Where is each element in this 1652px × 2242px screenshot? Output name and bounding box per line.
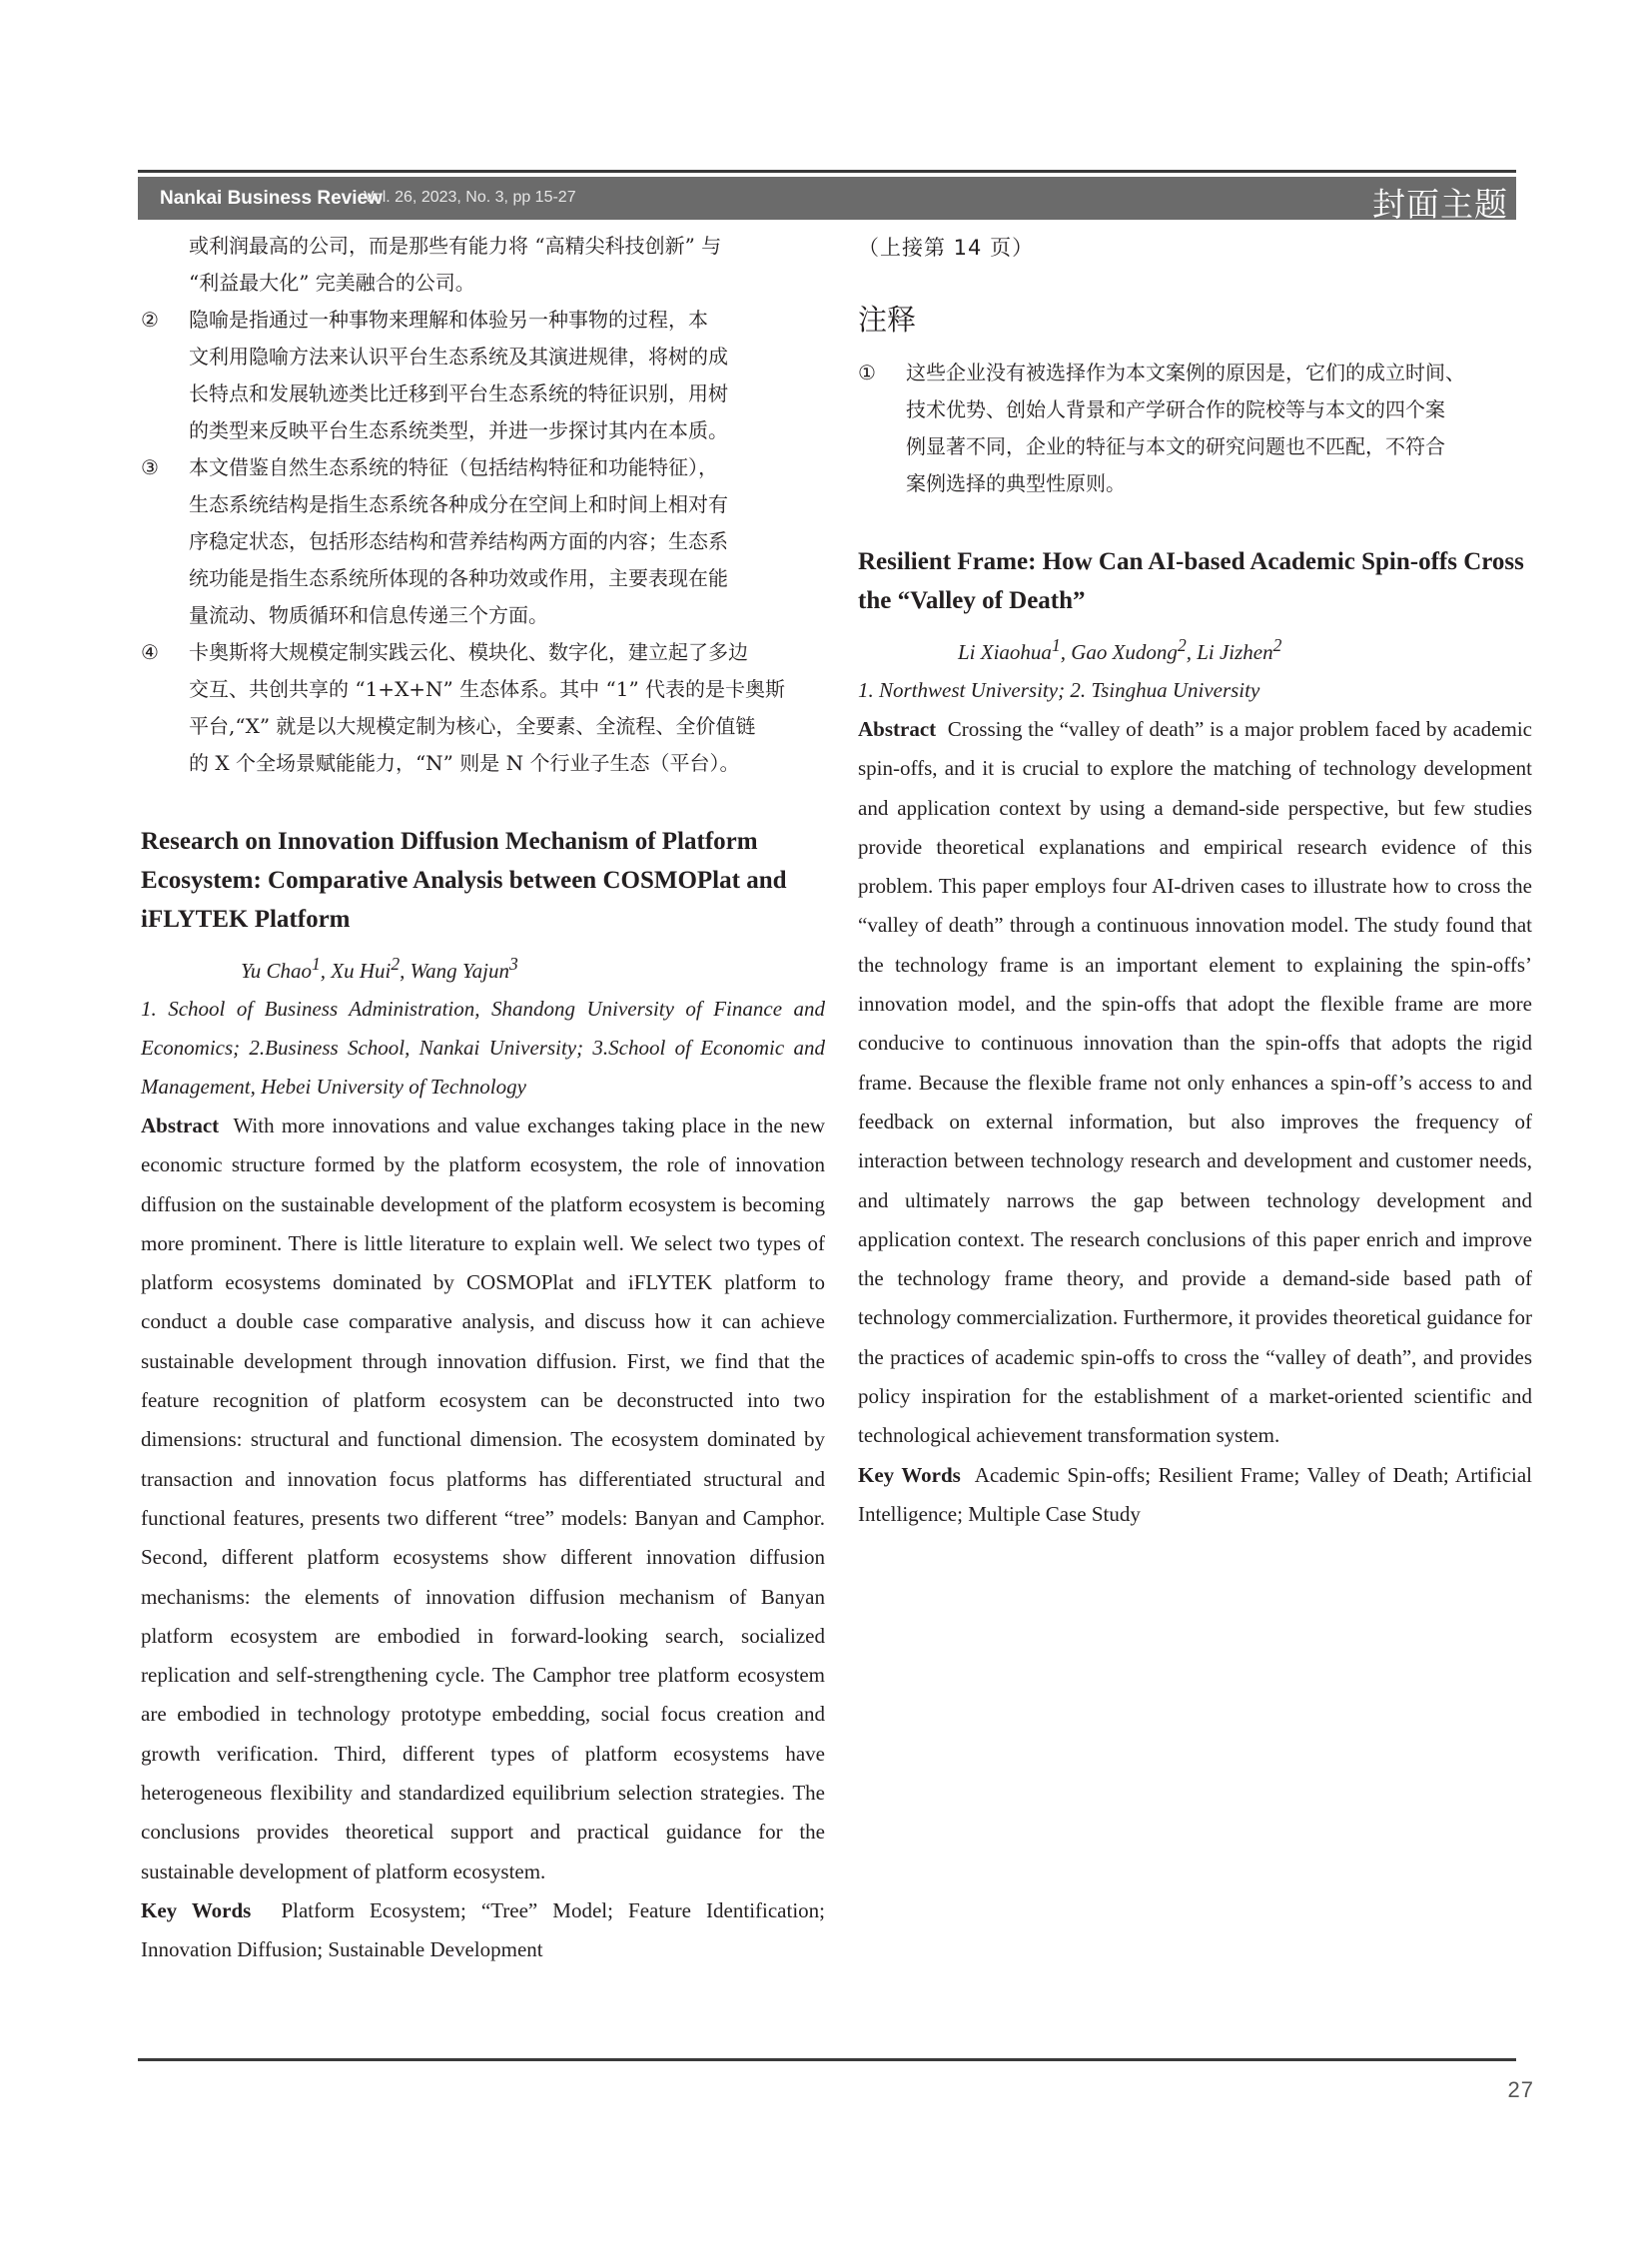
note-line: “利益最大化” 完美融合的公司。 <box>189 271 475 295</box>
note-line: 文利用隐喻方法来认识平台生态系统及其演进规律，将树的成 <box>189 345 728 369</box>
note-line: 生态系统结构是指生态系统各种成分在空间上和时间上相对有 <box>189 492 728 516</box>
note-line: 隐喻是指通过一种事物来理解和体验另一种事物的过程，本 <box>189 308 708 332</box>
notes-heading: 注释 <box>858 303 917 337</box>
author-sup: 1 <box>312 954 321 974</box>
keywords-label: Key Words <box>141 1897 252 1922</box>
note-continuation <box>141 228 825 302</box>
continued-from: （上接第 14 页） <box>858 236 1035 260</box>
article-affiliations: 1. School of Business Administration, Shandong University of Finance and Economics; 2.Business School, Nankai University; 3.School of Economic and Management, Hebei University of Technology <box>141 997 825 1099</box>
footnote-2 <box>141 302 825 449</box>
left-column <box>141 228 825 1970</box>
note-line: 统功能是指生态系统所体现的各种功效或作用，主要表现在能 <box>189 566 728 590</box>
keywords-text: Platform Ecosystem; “Tree” Model; Feature Identification; Innovation Diffusion; Sustainable Development <box>141 1897 826 1962</box>
note-line: 量流动、物质循环和信息传递三个方面。 <box>189 603 548 627</box>
section-title: 封面主题 <box>1372 185 1508 224</box>
note-line: 的 X 个全场景赋能能力，“N” 则是 N 个行业子生态（平台）。 <box>189 751 740 775</box>
article-title: Resilient Frame: How Can AI-based Academic Spin-offs Cross the “Valley of Death” <box>858 548 1524 614</box>
author-name: Gao Xudong <box>1071 640 1178 664</box>
article-keywords <box>858 1456 1532 1535</box>
article-authors: Yu Chao$^1$, Xu Hui$^2$, Wang Yajun$^3$ <box>241 954 518 983</box>
note-line: 例显著不同，企业的特征与本文的研究问题也不匹配，不符合 <box>906 434 1445 458</box>
page-number: 27 <box>1507 2077 1534 2102</box>
abstract-label: Abstract <box>141 1114 220 1137</box>
keywords-label: Key Words <box>858 1462 961 1487</box>
author-name: Li Xiaohua <box>958 640 1052 664</box>
footnote-number: ② <box>141 308 159 332</box>
note-line: 案例选择的典型性原则。 <box>906 471 1126 495</box>
article-abstract <box>141 1107 825 1891</box>
note-line: 本文借鉴自然生态系统的特征（包括结构特征和功能特征）， <box>189 455 718 479</box>
right-column <box>858 228 1532 1534</box>
footnote-3 <box>141 449 825 634</box>
note-line: 卡奥斯将大规模定制实践云化、模块化、数字化，建立起了多边 <box>189 640 748 664</box>
abstract-label: Abstract <box>858 717 937 741</box>
journal-name: Nankai Business Review <box>160 188 383 209</box>
footnote-number: ④ <box>141 640 159 664</box>
article-abstract <box>858 710 1532 1456</box>
note-line: 这些企业没有被选择作为本文案例的原因是，它们的成立时间、 <box>906 361 1465 384</box>
bottom-rule <box>138 2058 1516 2061</box>
volume-info: Vol. 26, 2023, No. 3, pp 15-27 <box>364 189 576 206</box>
article-keywords <box>141 1891 825 1970</box>
footnote-number: ③ <box>141 455 159 479</box>
running-header <box>138 177 1516 224</box>
author-name: Xu Hui <box>331 959 392 983</box>
author-sup: 3 <box>509 954 518 974</box>
author-sup: 2 <box>1272 635 1282 655</box>
footnote-4 <box>141 634 825 782</box>
footnote-1 <box>858 355 1532 502</box>
author-sup: 2 <box>391 954 401 974</box>
note-line: 技术优势、创始人背景和产学研合作的院校等与本文的四个案 <box>906 397 1445 421</box>
abstract-text: Crossing the “valley of death” is a major problem faced by academic spin-offs, and it is crucial to explore the matching of technology development and application context by using a demand-side perspective, but few studies provide theoretical explanations and empirical research evidence of this problem. This paper employs four AI-driven cases to illustrate how to cross the “valley of death” through a continuous innovation model. The study found that the technology frame is an important element to explaining the spin-offs’ innovation model, and the spin-offs that adopt the flexible frame are more conducive to continuous innovation than the spin-offs that adopts the rigid frame. Because the flexible frame not only enhances a spin-off’s access to and feedback on external information, but also improves the frequency of interaction between technology research and development and customer needs, and ultimately narrows the gap between technology development and application context. The research conclusions of this paper enrich and improve the technology frame theory, and provide a demand-side based path of technology commercialization. Furthermore, it provides theoretical guidance for the practices of academic spin-offs to cross the “valley of death”, and provides policy inspiration for the establishment of a market-oriented scientific and technological achievement transformation system. <box>858 717 1532 1448</box>
keywords-text: Academic Spin-offs; Resilient Frame; Valley of Death; Artificial Intelligence; Multiple Case Study <box>858 1462 1533 1526</box>
footnote-number: ① <box>858 361 876 384</box>
article-authors: Li Xiaohua$^1$, Gao Xudong$^2$, Li Jizhen$^2$ <box>958 635 1282 664</box>
article-title: Research on Innovation Diffusion Mechanism of Platform Ecosystem: Comparative Analysis between COSMOPlat and iFLYTEK Platform <box>141 828 787 933</box>
note-line: 序稳定状态，包括形态结构和营养结构两方面的内容；生态系 <box>189 529 728 553</box>
author-name: Yu Chao <box>241 959 313 983</box>
author-name: Wang Yajun <box>410 959 509 983</box>
author-name: Li Jizhen <box>1197 640 1273 664</box>
note-line: 平台,“X” 就是以大规模定制为核心，全要素、全流程、全价值链 <box>189 714 756 738</box>
author-sup: 2 <box>1177 635 1187 655</box>
note-line: 或利润最高的公司，而是那些有能力将 “高精尖科技创新” 与 <box>189 234 722 258</box>
note-line: 长特点和发展轨迹类比迁移到平台生态系统的特征识别，用树 <box>189 381 728 405</box>
top-rule <box>138 170 1516 173</box>
abstract-text: With more innovations and value exchanges taking place in the new economic structure formed by the platform ecosystem, the role of innovation diffusion on the sustainable development of the platform ecosystem is becoming more prominent. There is little literature to explain well. We select two types of platform ecosystems dominated by COSMOPlat and iFLYTEK platform to conduct a double case comparative analysis, and discuss how it can achieve sustainable development through innovation diffusion. First, we find that the feature recognition of platform ecosystem can be deconstructed into two dimensions: structural and functional dimension. The ecosystem dominated by transaction and innovation focus platforms has differentiated structural and functional features, presents two different “tree” models: Banyan and Camphor. Second, different platform ecosystems show different innovation diffusion mechanisms: the elements of innovation diffusion mechanism of Banyan platform ecosystem are embodied in forward-looking search, socialized replication and self-strengthening cycle. The Camphor tree platform ecosystem are embodied in technology prototype embedding, social focus creation and growth verification. Third, different types of platform ecosystems have heterogeneous flexibility and standardized equilibrium selection strategies. The conclusions provides theoretical support and practical guidance for the sustainable development of platform ecosystem. <box>141 1114 826 1883</box>
note-line: 交互、共创共享的 “1+X+N” 生态体系。其中 “1” 代表的是卡奥斯 <box>189 677 786 701</box>
article-affiliations: 1. Northwest University; 2. Tsinghua University <box>858 678 1260 702</box>
note-line: 的类型来反映平台生态系统类型，并进一步探讨其内在本质。 <box>189 418 728 442</box>
author-sup: 1 <box>1051 635 1061 655</box>
